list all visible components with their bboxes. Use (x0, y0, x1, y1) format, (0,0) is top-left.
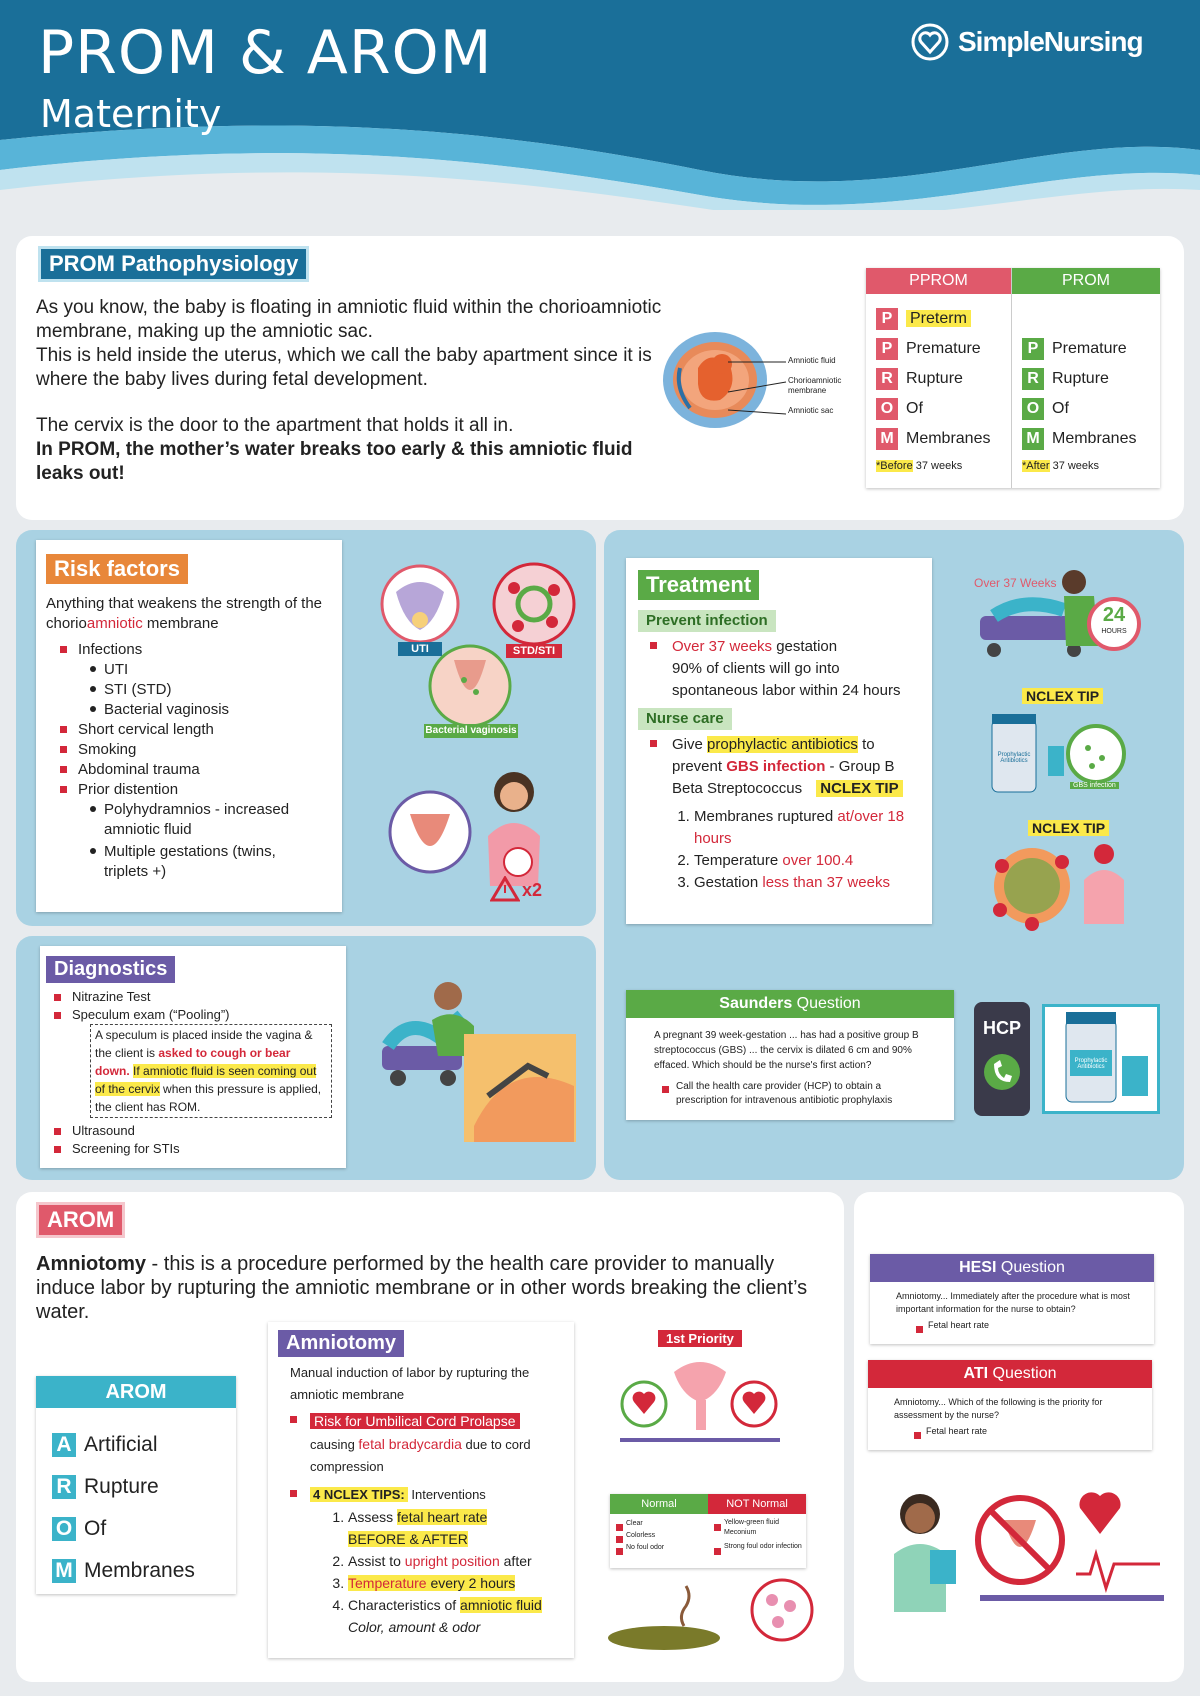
nurse-fetal-heart-illustration (880, 1484, 1170, 1614)
label-chorioamniotic-membrane: Chorioamniotic membrane (788, 376, 842, 395)
not-normal-item: Strong foul odor infection (714, 1542, 802, 1552)
arom-row: O Of (52, 1508, 195, 1550)
ati-question-text: Amniotomy... Which of the following is the priority for assessment by the nurse? (894, 1397, 1103, 1420)
arom-row: M Membranes (52, 1550, 195, 1592)
first-priority-badge: 1st Priority (658, 1330, 742, 1347)
pprom-row: R Rupture (876, 364, 990, 394)
diag-nitrazine: Nitrazine Test (54, 988, 340, 1006)
prom-pathophysiology-heading: PROM Pathophysiology (38, 246, 309, 282)
risk-factors-heading: Risk factors (46, 554, 188, 584)
prom-note: *After 37 weeks (1022, 460, 1100, 472)
saunders-answer: Call the health care provider (HCP) to obtain a prescription for intravenous antibiotic prophylaxis (662, 1080, 926, 1108)
amniotomy-definition: Amniotomy - this is a procedure performed by the health care provider to manually induce labor by rupturing the amniotic membrane or in other words breaking the client’s water. (36, 1253, 808, 1323)
diag-ultrasound: Ultrasound (54, 1122, 340, 1140)
patho-paragraph-3: The cervix is the door to the apartment that holds it all in. (36, 415, 514, 436)
prevent-infection-label: Prevent infection (638, 610, 776, 632)
prom-row: R Rupture (1022, 364, 1136, 394)
cervix-icon (386, 788, 476, 878)
spontaneous-labor-text: 90% of clients will go into spontaneous labor within 24 hours (672, 660, 901, 699)
diag-speculum: Speculum exam (“Pooling”) (54, 1006, 340, 1024)
header-banner (0, 0, 1200, 210)
risk-smoking: Smoking (60, 740, 336, 760)
antibiotics-item: Give prophylactic antibiotics to prevent GBS infection - Group B Beta Streptococcus NCLEX TIP (650, 734, 914, 800)
pprom-row: O Of (876, 394, 990, 424)
ati-question-card (868, 1360, 1152, 1450)
arom-mnemonic-list (52, 1424, 195, 1592)
over-37-weeks-caption: Over 37 Weeks (974, 576, 1057, 590)
nclex-criterion: 1. Membranes ruptured at/over 18 hours (694, 806, 918, 850)
gbs-infection-label: GBS infection (1070, 782, 1119, 789)
risk-infections: Infections (60, 640, 336, 660)
arom-mnemonic-box (36, 1376, 236, 1594)
risk-inf-bv: Bacterial vaginosis (88, 700, 336, 720)
diag-screening: Screening for STIs (54, 1140, 340, 1158)
normal-item: Colorless (616, 1530, 704, 1542)
x2-label: x2 (522, 880, 543, 900)
not-normal-list (714, 1518, 802, 1552)
stethoscope-heart-icon (910, 22, 950, 62)
labor-bed-illustration (974, 566, 1174, 666)
std-sti-label: STD/STI (512, 645, 556, 657)
hesi-question-heading: HESI Question (870, 1254, 1154, 1282)
speculum-detail: A speculum is placed inside the vagina & the client is asked to cough or bear down. If amniotic fluid is seen coming out of the cervix when this pressure is applied, the client has ROM. (90, 1024, 332, 1118)
amniotomy-heading: Amniotomy (278, 1330, 404, 1357)
warning-triangle-icon (490, 876, 520, 902)
page-subtitle: Maternity (40, 92, 222, 136)
speculum-exam-illustration (378, 976, 578, 1144)
brand-logo[interactable] (910, 22, 1143, 62)
risk-intro: Anything that weakens the strength of the chorioamniotic membrane (46, 595, 323, 632)
arom-row: R Rupture (52, 1466, 195, 1508)
intervention-item: 2. Assist to upright position after (348, 1550, 560, 1572)
bacterial-vaginosis-label: Bacterial vaginosis (425, 725, 517, 736)
risk-factors-list (46, 594, 336, 882)
label-amniotic-sac: Amniotic sac (788, 406, 834, 415)
24-label: 24 (1102, 604, 1126, 626)
over-37-weeks-item: Over 37 weeks gestation 90% of clients will go into spontaneous labor within 24 hours (650, 636, 910, 702)
prom-row: O Of (1022, 394, 1136, 424)
not-normal-item: Yellow-green fluid Meconium (714, 1518, 802, 1538)
pprom-list (876, 304, 990, 478)
nclex-tips-header: 4 NCLEX TIPS: Interventions (290, 1484, 560, 1506)
diagnostics-card (40, 946, 346, 1168)
side-prophylactic-label: Prophylactic Antibiotics (997, 752, 1031, 764)
risk-inf-sti: STI (STD) (88, 680, 336, 700)
not-normal-header: NOT Normal (708, 1494, 806, 1514)
side-nclex-tip-2: NCLEX TIP (1028, 820, 1109, 836)
risk-short-cervical: Short cervical length (60, 720, 336, 740)
normal-list (616, 1518, 704, 1554)
nclex-criterion: 3. Gestation less than 37 weeks (694, 872, 918, 894)
side-nclex-tip-1: NCLEX TIP (1022, 688, 1103, 704)
prom-row: M Membranes (1022, 424, 1136, 454)
ati-question-heading: ATI Question (868, 1360, 1152, 1388)
pprom-note: *Before 37 weeks (876, 460, 963, 472)
amniotomy-content (290, 1362, 560, 1638)
risk-trauma: Abdominal trauma (60, 760, 336, 780)
cord-prolapse-risk: Risk for Umbilical Cord Prolapse causing fetal bradycardia due to cord compression (290, 1410, 560, 1478)
intervention-item: 1. Assess fetal heart rate BEFORE & AFTER (348, 1506, 560, 1550)
amniotomy-interventions-list (348, 1506, 560, 1638)
saunders-question-card (626, 990, 954, 1120)
patho-paragraph-2: This is held inside the uterus, which we call the baby apartment since it is where the baby lives during fetal development. (36, 345, 652, 390)
saunders-question-text: A pregnant 39 week-gestation ... has had a positive group B streptococcus (GBS) ... the cervix is dilated 6 cm and 90% effaced. Which should be the nurse's first action? (654, 1030, 919, 1071)
intervention-item: 4. Characteristics of amniotic fluid Color, amount & odor (348, 1594, 560, 1638)
intervention-item: 3. Temperature every 2 hours (348, 1572, 560, 1594)
saunders-question-heading: Saunders Question (626, 990, 954, 1018)
arom-row: A Artificial (52, 1424, 195, 1466)
label-amniotic-fluid: Amniotic fluid (788, 356, 836, 365)
pprom-column-header: PPROM (866, 268, 1011, 294)
risk-prior-distention: Prior distention (60, 780, 336, 800)
pprom-row: P Preterm (876, 304, 990, 334)
amniotomy-card (268, 1322, 574, 1658)
prom-row: P Premature (1022, 334, 1136, 364)
hcp-label: HCP (982, 1018, 1021, 1038)
diagram-pointer-lines (728, 352, 788, 422)
diagram-labels (788, 356, 858, 416)
nclex-tip-badge: NCLEX TIP (816, 780, 902, 797)
risk-multiple-gestations: Multiple gestations (twins, triplets +) (88, 842, 300, 882)
arom-heading: AROM (36, 1202, 125, 1238)
infection-organs-illustration (988, 840, 1138, 932)
patho-paragraph-1: As you know, the baby is floating in amniotic fluid within the chorioamniotic membrane, making up the amniotic sac. (36, 297, 662, 342)
fluid-puddle-illustration (604, 1576, 814, 1656)
page-title: PROM & AROM (38, 18, 493, 88)
hours-label: HOURS (1101, 628, 1127, 635)
treatment-heading: Treatment (638, 570, 759, 600)
fetal-heart-monitoring-illustration (614, 1352, 784, 1452)
pprom-prom-table (866, 268, 1160, 488)
hesi-answer: Fetal heart rate (916, 1320, 1200, 1330)
bottle-label: Prophylactic Antibiotics (1074, 1058, 1108, 1070)
nurse-care-label: Nurse care (638, 708, 732, 730)
arom-mnemonic-heading: AROM (36, 1376, 236, 1408)
amniotomy-description: Manual induction of labor by rupturing the amniotic membrane (290, 1365, 530, 1402)
normal-header: Normal (610, 1494, 708, 1514)
risk-polyhydramnios: Polyhydramnios - increased amniotic fluid (88, 800, 300, 840)
table-divider (1011, 268, 1012, 488)
hesi-question-text: Amniotomy... Immediately after the procedure what is most important information for the nurse to obtain? (896, 1291, 1130, 1314)
ati-answer: Fetal heart rate (914, 1426, 1198, 1436)
pprom-row: P Premature (876, 334, 990, 364)
treatment-card (626, 558, 932, 924)
nclex-criterion: 2. Temperature over 100.4 (694, 850, 918, 872)
hesi-question-card (870, 1254, 1154, 1344)
amniotic-fluid-characteristics (610, 1494, 806, 1568)
pprom-row: M Membranes (876, 424, 990, 454)
risk-factors-card (36, 540, 342, 912)
prom-patho-text (36, 296, 666, 486)
brand-name: SimpleNursing (958, 26, 1143, 57)
nclex-criteria-list (694, 806, 918, 894)
normal-item: Clear (616, 1518, 704, 1530)
diagnostics-heading: Diagnostics (46, 956, 175, 983)
diagnostics-list (54, 988, 340, 1158)
normal-item: No foul odor (616, 1542, 704, 1554)
patho-paragraph-4: In PROM, the mother’s water breaks too early & this amniotic fluid leaks out! (36, 439, 633, 484)
risk-inf-uti: UTI (88, 660, 336, 680)
uti-label: UTI (411, 643, 429, 655)
prom-list (1022, 334, 1136, 478)
treatment-content (638, 610, 928, 894)
prom-column-header: PROM (1012, 268, 1160, 294)
